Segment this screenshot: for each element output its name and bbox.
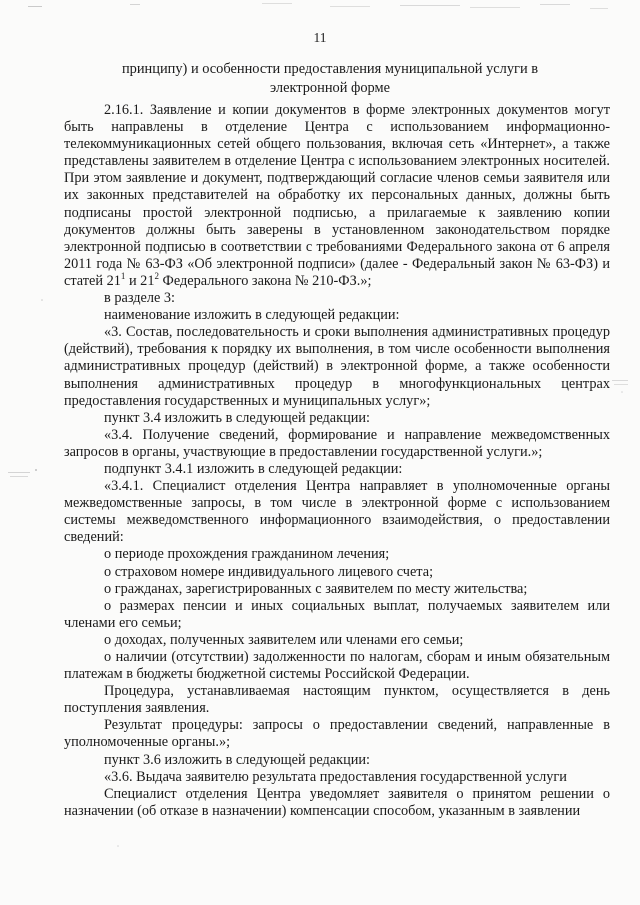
paragraph-item-3-4: «3.4. Получение сведений, формирование и направление межведомственных запросов в органы, участвующие в предоставлении государственной услуги.»; <box>64 426 610 460</box>
paragraph-subitem-3-4-1-instruction: подпункт 3.4.1 изложить в следующей редакции: <box>104 460 403 477</box>
paragraph-section-3: в разделе 3: <box>104 290 176 307</box>
page-number: 11 <box>313 30 327 45</box>
paragraph-item-3-6-title: «3.6. Выдача заявителю результата предоставления государственной услуги <box>104 768 567 785</box>
paragraph-2-16-1: 2.16.1. Заявление и копии документов в форме электронных документов могут быть направлены в отделение Центра с использованием информационно-телекоммуникационных сетей общего пользования, включая сеть «Интернет», а также представлены заявителем в отделение Центра с использованием электронных носителей. При этом заявление и документ, подтверждающий согласие членов семьи заявителя или их законных представителей на обработку их персональных данных, должны быть подписаны простой электронной подписью, а прилагаемые к заявлению копии документов должны быть заверены в установленном законодательством порядке электронной подписью в соответствии с требованиями Федерального закона от 6 апреля 2011 года № 63-ФЗ «Об электронной подписи» (далее - Федеральный закон № 63-ФЗ) и статей $21^1$ и $21^2$ Федерального закона № 210-ФЗ.»; <box>64 102 610 289</box>
list-item-treatment-period: о периоде прохождения гражданином лечения; <box>104 546 390 563</box>
paragraph-section-3-title: «3. Состав, последовательность и сроки выполнения административных процедур (действий), требования к порядку их выполнения, в том числе особенности выполнения административных процедур (действий) в электронной форме, а также особенности выполнения административных процедур в многофункциональных центрах предоставления государственных и муниципальных услуг»; <box>64 324 610 409</box>
paragraph-subitem-3-4-1: «3.4.1. Специалист отделения Центра направляет в уполномоченные органы межведомственные запросы, в том числе в электронной форме с использованием системы межведомственного информационного взаимодействия, о предоставлении сведений: <box>64 478 610 546</box>
list-item-income: о доходах, полученных заявителем или членами его семьи; <box>104 631 464 648</box>
list-item-insurance-number: о страховом номере индивидуального лицевого счета; <box>104 563 434 580</box>
paragraph-item-3-4-instruction: пункт 3.4 изложить в следующей редакции: <box>104 409 371 426</box>
paragraph-procedure-result: Результат процедуры: запросы о предоставлении сведений, направленные в уполномоченные органы.»; <box>64 717 610 751</box>
list-item-pension-amounts: о размерах пенсии и иных социальных выплат, получаемых заявителем или членами его семьи; <box>64 597 610 631</box>
paragraph-item-3-6-instruction: пункт 3.6 изложить в следующей редакции: <box>104 751 371 768</box>
section-heading: принципу) и особенности предоставления муниципальной услуги в электронной форме <box>121 61 539 96</box>
document-body <box>64 102 610 820</box>
list-item-registered-citizens: о гражданах, зарегистрированных с заявителем по месту жительства; <box>104 580 528 597</box>
list-item-tax-debt: о наличии (отсутствии) задолженности по налогам, сборам и иным обязательным платежам в бюджеты бюджетной системы Российской Федерации. <box>64 649 610 683</box>
paragraph-procedure-timing: Процедура, устанавливаемая настоящим пунктом, осуществляется в день поступления заявления. <box>64 683 610 717</box>
paragraph-title-instruction: наименование изложить в следующей редакции: <box>104 307 400 324</box>
paragraph-notification: Специалист отделения Центра уведомляет заявителя о принятом решении о назначении (об отказе в назначении) компенсации способом, указанным в заявлении <box>64 785 610 819</box>
